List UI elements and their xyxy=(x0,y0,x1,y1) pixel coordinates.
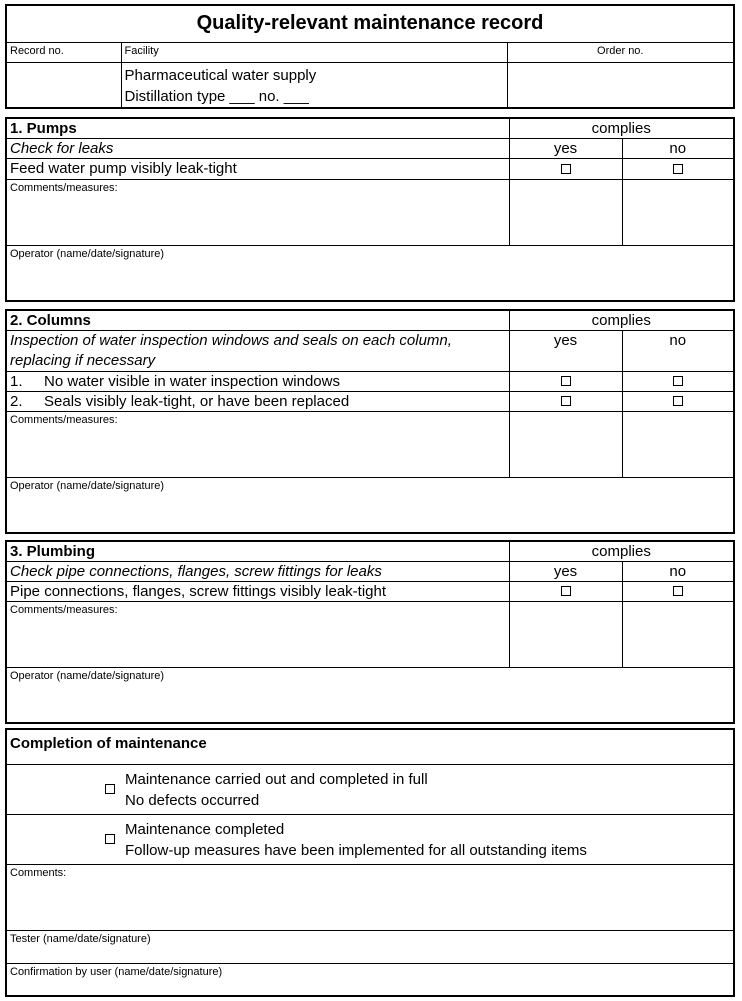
facility-label: Facility xyxy=(121,42,507,62)
columns-title: 2. Columns xyxy=(7,311,509,331)
pumps-yes-checkbox[interactable] xyxy=(561,164,571,174)
complies-header: complies xyxy=(509,119,733,139)
pumps-item: Feed water pump visibly leak-tight xyxy=(7,159,509,180)
columns-item-2-no-checkbox[interactable] xyxy=(673,396,683,406)
columns-item-1-yes-checkbox[interactable] xyxy=(561,376,571,386)
yes-header: yes xyxy=(509,139,622,159)
columns-item-2 xyxy=(7,392,509,412)
completion-option-2-line-1: Maintenance completed xyxy=(125,820,285,838)
plumbing-title: 3. Plumbing xyxy=(7,542,509,562)
completion-option-1-checkbox[interactable] xyxy=(105,784,115,794)
pumps-operator-label: Operator (name/date/signature) xyxy=(7,246,733,300)
completion-comments-label: Comments: xyxy=(7,864,733,930)
columns-section xyxy=(5,309,735,534)
columns-item-2-yes-checkbox[interactable] xyxy=(561,396,571,406)
order-no-label: Order no. xyxy=(507,42,733,62)
completion-title: Completion of maintenance xyxy=(7,730,733,764)
columns-operator-label: Operator (name/date/signature) xyxy=(7,478,733,532)
pumps-instruction: Check for leaks xyxy=(7,139,509,159)
columns-instruction-line-2: replacing if necessary xyxy=(10,352,156,369)
completion-option-1-line-2: No defects occurred xyxy=(125,791,260,809)
pumps-title: 1. Pumps xyxy=(7,119,509,139)
facility-line-1: Pharmaceutical water supply xyxy=(124,66,317,84)
completion-section xyxy=(5,728,735,997)
plumbing-operator-label: Operator (name/date/signature) xyxy=(7,668,733,722)
columns-item-1-no-checkbox[interactable] xyxy=(673,376,683,386)
pumps-no-checkbox[interactable] xyxy=(673,164,683,174)
confirmation-label: Confirmation by user (name/date/signature) xyxy=(7,963,733,995)
columns-comments-no-area[interactable] xyxy=(622,412,733,478)
plumbing-section xyxy=(5,540,735,724)
plumbing-comments-no-area[interactable] xyxy=(622,602,733,668)
columns-item-1 xyxy=(7,372,509,392)
plumbing-no-checkbox[interactable] xyxy=(673,586,683,596)
completion-option-2 xyxy=(7,814,733,864)
plumbing-yes-checkbox[interactable] xyxy=(561,586,571,596)
columns-comments-label: Comments/measures: xyxy=(7,412,509,478)
no-header: no xyxy=(622,562,733,582)
item-number: 2. xyxy=(10,393,23,410)
record-no-label: Record no. xyxy=(7,42,121,62)
columns-item-1-yes-cell xyxy=(509,372,622,392)
header-block xyxy=(5,4,735,109)
complies-header: complies xyxy=(509,311,733,331)
plumbing-comments-label: Comments/measures: xyxy=(7,602,509,668)
item-text: No water visible in water inspection windows xyxy=(44,373,340,390)
pumps-yes-cell xyxy=(509,159,622,180)
columns-comments-yes-area[interactable] xyxy=(509,412,622,478)
yes-header: yes xyxy=(509,331,622,372)
page-title: Quality-relevant maintenance record xyxy=(7,6,733,42)
pumps-section xyxy=(5,117,735,302)
columns-instruction-line-1: Inspection of water inspection windows and seals on each column, xyxy=(10,332,452,349)
complies-header: complies xyxy=(509,542,733,562)
item-text: Seals visibly leak-tight, or have been replaced xyxy=(44,393,350,410)
pumps-no-cell xyxy=(622,159,733,180)
record-no-field[interactable] xyxy=(7,62,121,107)
columns-item-2-no-cell xyxy=(622,392,733,412)
no-header: no xyxy=(622,139,733,159)
columns-instruction xyxy=(7,331,509,372)
plumbing-comments-yes-area[interactable] xyxy=(509,602,622,668)
facility-value xyxy=(121,62,507,107)
order-no-field[interactable] xyxy=(507,62,733,107)
pumps-comments-yes-area[interactable] xyxy=(509,180,622,246)
plumbing-no-cell xyxy=(622,582,733,602)
item-number: 1. xyxy=(10,373,23,390)
tester-label: Tester (name/date/signature) xyxy=(7,930,733,963)
completion-option-2-checkbox[interactable] xyxy=(105,834,115,844)
plumbing-instruction: Check pipe connections, flanges, screw fittings for leaks xyxy=(7,562,509,582)
columns-item-2-yes-cell xyxy=(509,392,622,412)
yes-header: yes xyxy=(509,562,622,582)
completion-option-1-line-1: Maintenance carried out and completed in full xyxy=(125,770,428,788)
pumps-comments-no-area[interactable] xyxy=(622,180,733,246)
no-header: no xyxy=(622,331,733,372)
plumbing-item: Pipe connections, flanges, screw fittings visibly leak-tight xyxy=(7,582,509,602)
plumbing-yes-cell xyxy=(509,582,622,602)
pumps-comments-label: Comments/measures: xyxy=(7,180,509,246)
completion-option-1 xyxy=(7,764,733,814)
facility-line-2: Distillation type ___ no. ___ xyxy=(124,87,309,105)
completion-option-2-line-2: Follow-up measures have been implemented for all outstanding items xyxy=(125,841,587,859)
columns-item-1-no-cell xyxy=(622,372,733,392)
